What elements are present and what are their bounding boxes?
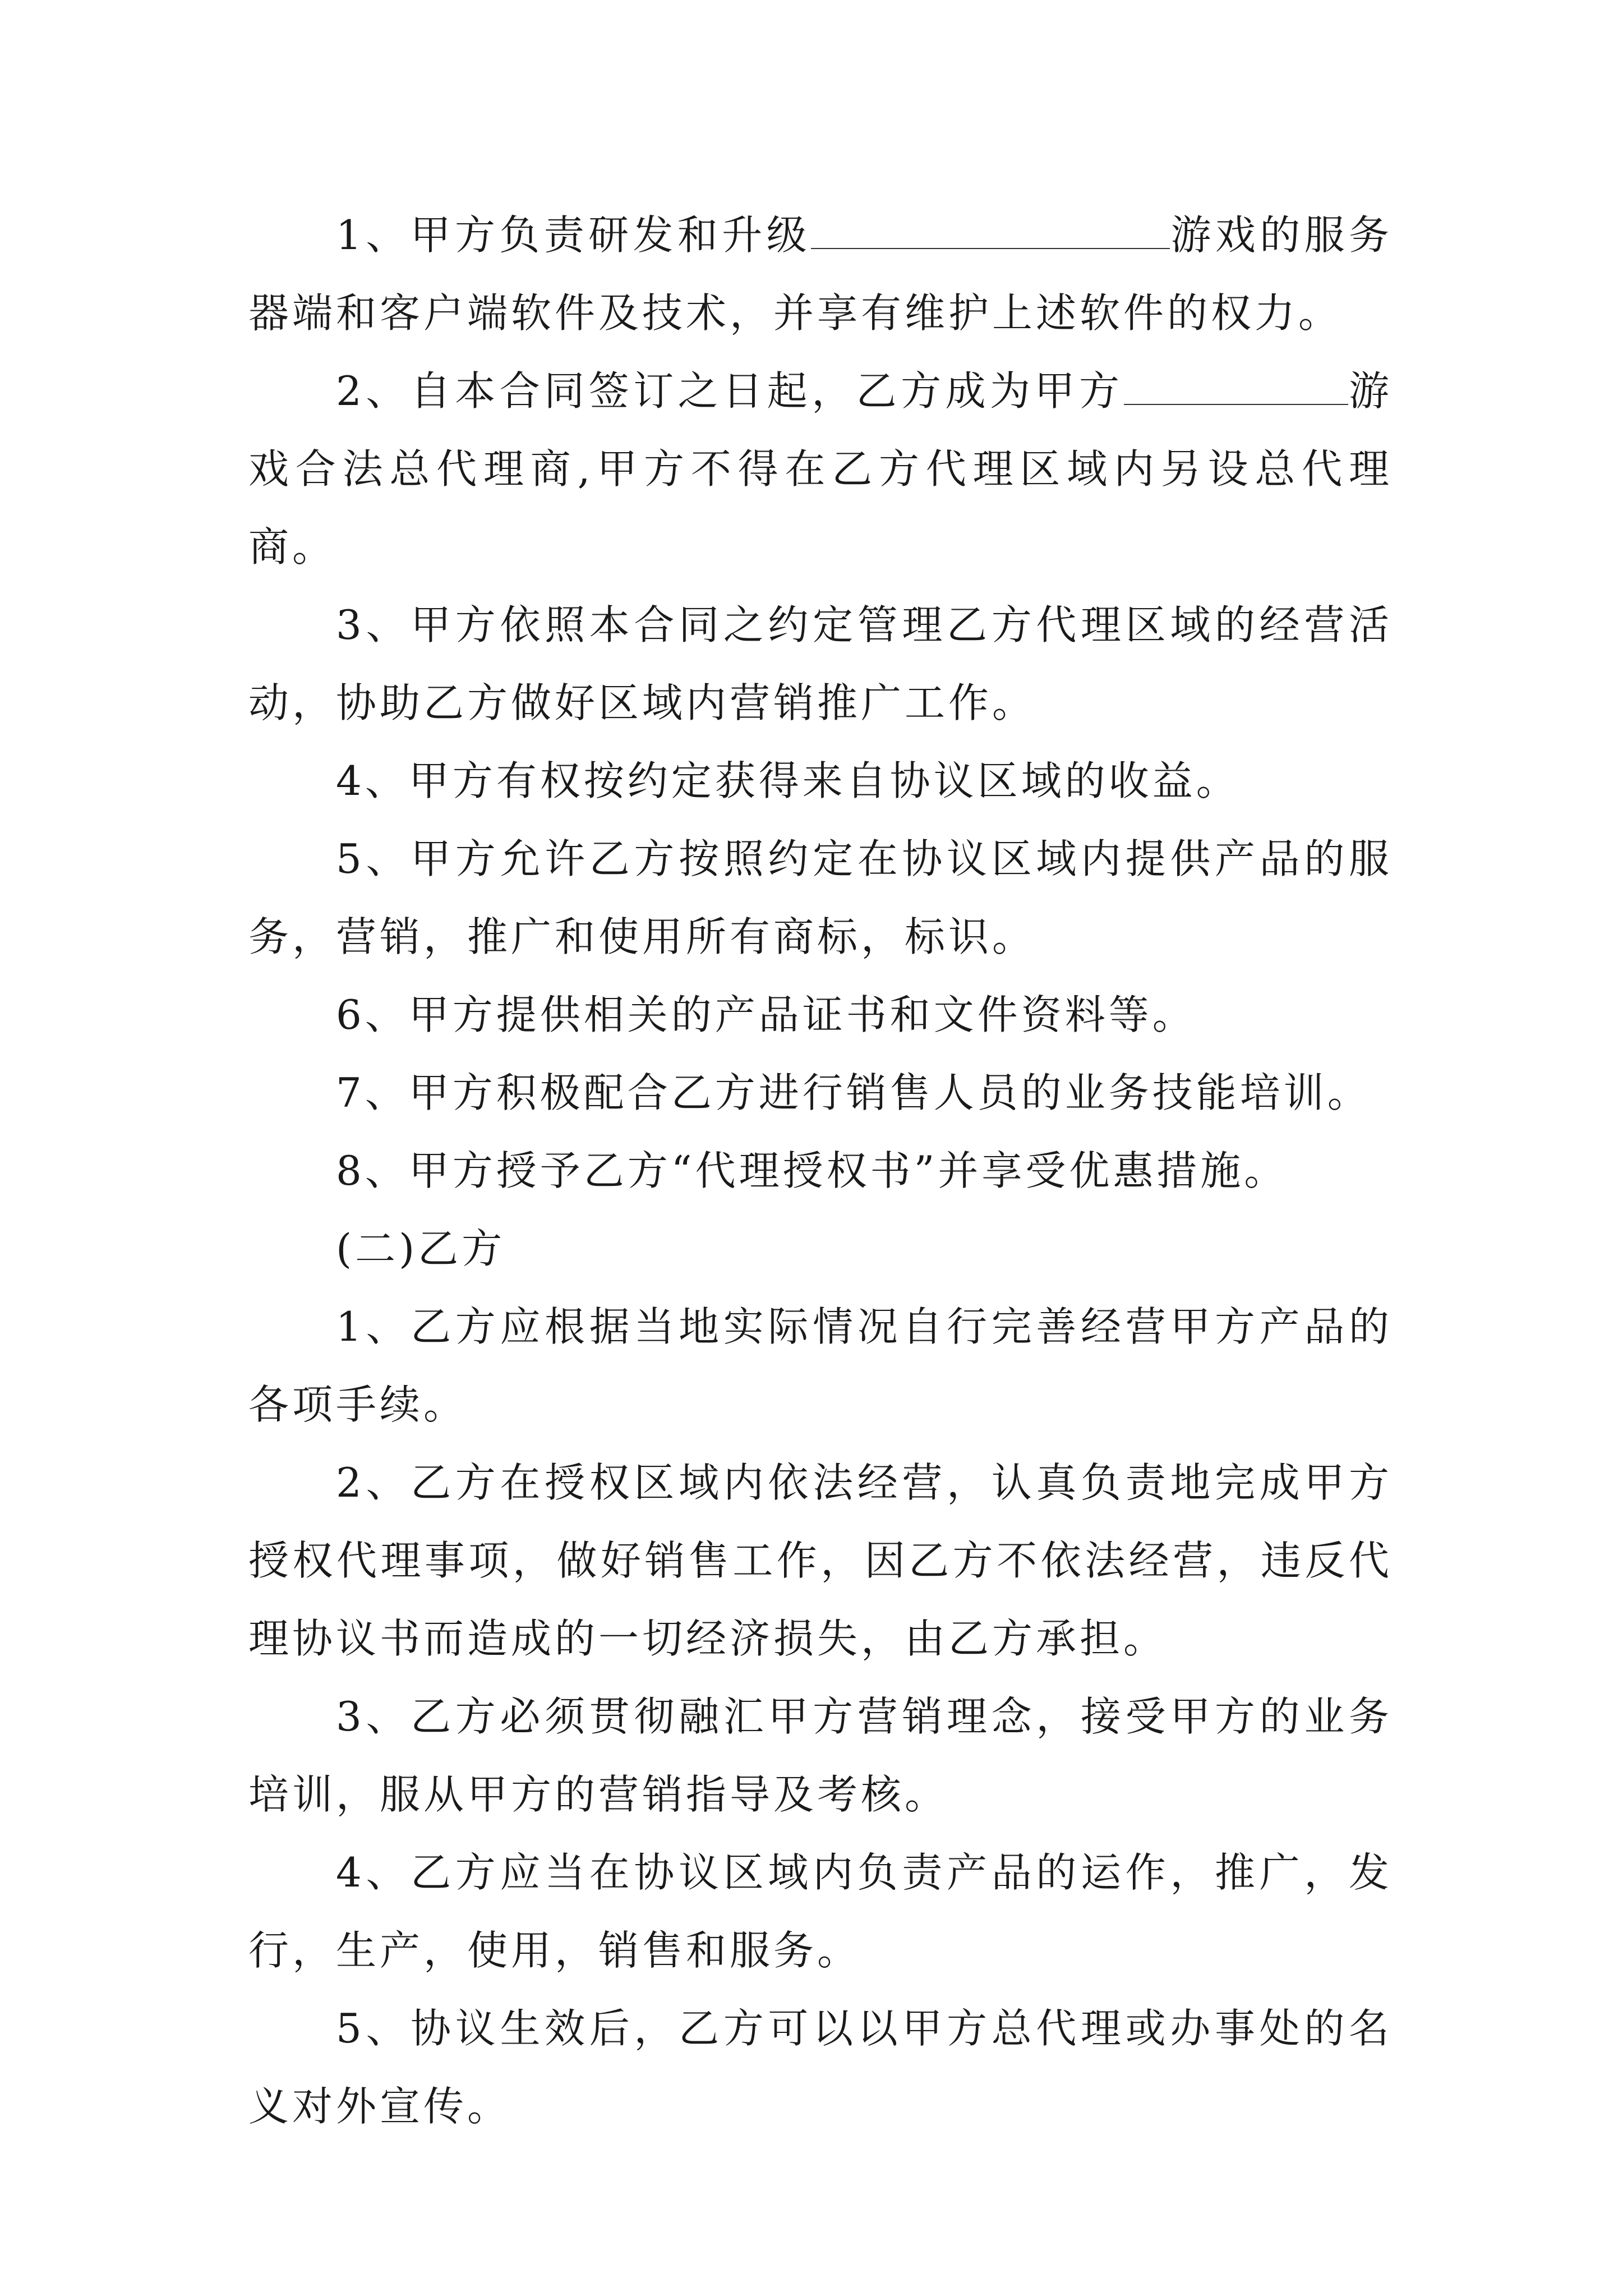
party-a-item-2-text-before: 2、自本合同签订之日起，乙方成为甲方 — [336, 367, 1124, 415]
party-b-item-5: 5、协议生效后，乙方可以以甲方总代理或办事处的名义对外宣传。 — [248, 2005, 1393, 2130]
party-b-item-2: 2、乙方在授权区域内依法经营，认真负责地完成甲方授权代理事项，做好销售工作，因乙方不依法经营，违反代理协议书而造成的一切经济损失，由乙方承担。 — [248, 1459, 1393, 1662]
party-a-item-1-text-before: 1、甲方负责研发和升级 — [336, 211, 811, 259]
party-a-item-8: 8、甲方授予乙方“代理授权书”并享受优惠措施。 — [336, 1147, 1288, 1194]
party-a-item-3: 3、甲方依照本合同之约定管理乙方代理区域的经营活动，协助乙方做好区域内营销推广工作。 — [248, 601, 1393, 726]
party-a-item-4: 4、甲方有权按约定获得来自协议区域的收益。 — [336, 757, 1240, 804]
party-b-heading: (二)乙方 — [336, 1225, 506, 1272]
party-b-item-3: 3、乙方必须贯彻融汇甲方营销理念，接受甲方的业务培训，服从甲方的营销指导及考核。 — [248, 1693, 1393, 1818]
party-a-item-1 — [248, 196, 1393, 352]
party-a-item-2-text-after: 游戏合法总代理商,甲方不得在乙方代理区域内另设总代理商。 — [248, 367, 1393, 570]
party-b-item-1: 1、乙方应根据当地实际情况自行完善经营甲方产品的各项手续。 — [248, 1303, 1393, 1428]
party-a-item-5: 5、甲方允许乙方按照约定在协议区域内提供产品的服务，营销，推广和使用所有商标，标识。 — [248, 835, 1393, 960]
fill-in-blank-game-name — [811, 213, 1170, 249]
party-a-item-7: 7、甲方积极配合乙方进行销售人员的业务技能培训。 — [336, 1069, 1371, 1116]
party-a-item-1-text-after: 游戏的服务器端和客户端软件及技术，并享有维护上述软件的权力。 — [248, 211, 1393, 337]
party-b-item-4: 4、乙方应当在协议区域内负责产品的运作，推广，发行，生产，使用，销售和服务。 — [248, 1849, 1393, 1974]
contract-body — [248, 196, 1393, 2146]
party-a-item-6: 6、甲方提供相关的产品证书和文件资料等。 — [336, 991, 1196, 1038]
fill-in-blank-game-name — [1124, 369, 1348, 405]
party-a-item-2 — [248, 352, 1393, 586]
